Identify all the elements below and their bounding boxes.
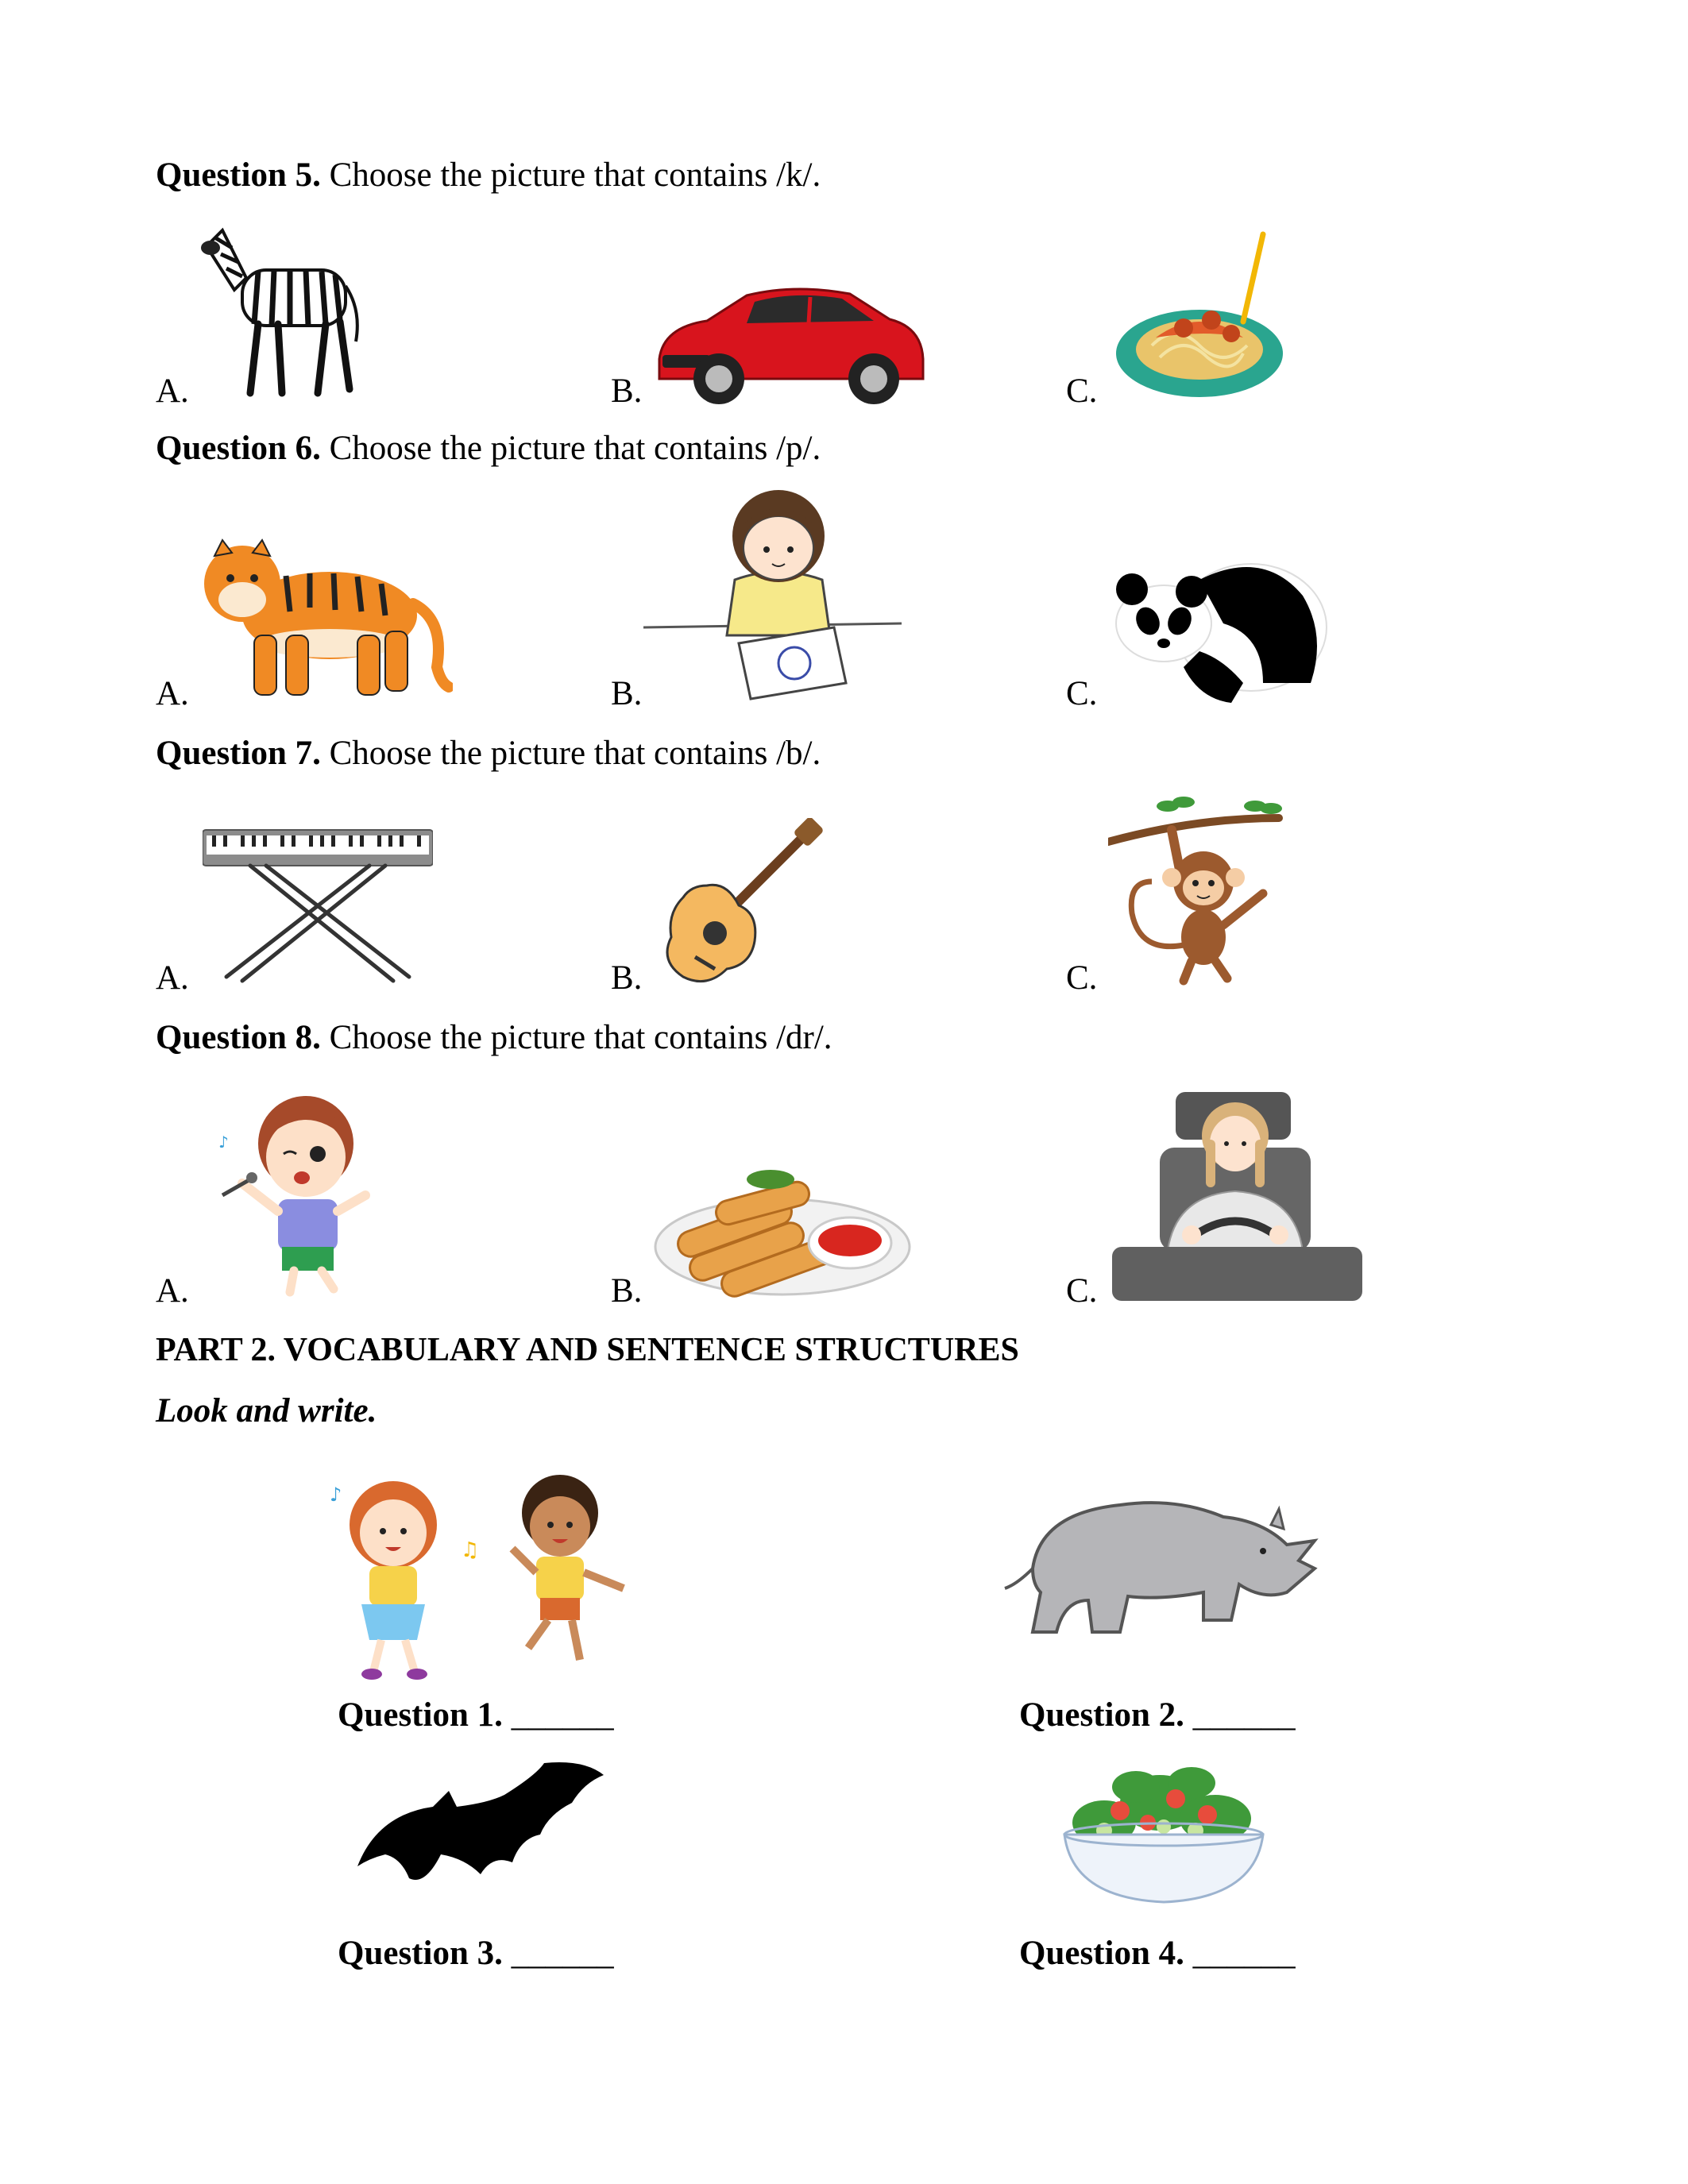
question-5 bbox=[156, 156, 821, 195]
girl-drawing-picture[interactable] bbox=[643, 484, 902, 707]
bat-picture[interactable] bbox=[353, 1759, 608, 1890]
look-write-question-3 bbox=[338, 1934, 614, 1973]
guitar-picture[interactable] bbox=[651, 818, 826, 989]
look-write-question-1 bbox=[338, 1696, 614, 1734]
question-number: Question 8. bbox=[156, 1019, 321, 1056]
option-letter: C. bbox=[1066, 675, 1098, 712]
option-letter: B. bbox=[611, 959, 643, 997]
boy-singing-picture[interactable] bbox=[203, 1084, 373, 1298]
spring-rolls-picture[interactable] bbox=[651, 1144, 914, 1302]
answer-blank[interactable]: ______ bbox=[511, 1696, 614, 1734]
option-letter: B. bbox=[611, 675, 643, 712]
monkey-picture[interactable] bbox=[1108, 794, 1291, 989]
question-7 bbox=[156, 734, 821, 773]
look-write-question-2 bbox=[1019, 1696, 1296, 1734]
panda-picture[interactable] bbox=[1104, 548, 1335, 707]
option-letter: A. bbox=[156, 959, 189, 997]
question-label: Question 3. bbox=[338, 1935, 503, 1972]
option-letter: A. bbox=[156, 1272, 189, 1310]
question-prompt: Choose the picture that contains /k/. bbox=[329, 156, 821, 194]
zebra-picture[interactable] bbox=[199, 214, 389, 405]
look-write-question-4 bbox=[1019, 1934, 1296, 1973]
question-prompt: Choose the picture that contains /b/. bbox=[329, 735, 821, 772]
salad-bowl-picture[interactable] bbox=[1056, 1755, 1271, 1906]
tiger-picture[interactable] bbox=[199, 524, 453, 707]
option-letter: C. bbox=[1066, 959, 1098, 997]
option-letter: C. bbox=[1066, 1272, 1098, 1310]
option-letter: B. bbox=[611, 1272, 643, 1310]
part-2-title: PART 2. VOCABULARY AND SENTENCE STRUCTURES bbox=[156, 1332, 1019, 1368]
option-letter: A. bbox=[156, 372, 189, 410]
answer-blank[interactable]: ______ bbox=[1192, 1935, 1296, 1972]
question-number: Question 5. bbox=[156, 156, 321, 194]
question-6 bbox=[156, 429, 821, 468]
red-car-picture[interactable] bbox=[651, 280, 929, 407]
svg-text:♫: ♫ bbox=[461, 1538, 480, 1562]
option-letter: B. bbox=[611, 372, 643, 410]
question-prompt: Choose the picture that contains /p/. bbox=[329, 430, 821, 467]
spaghetti-picture[interactable] bbox=[1112, 226, 1291, 405]
question-label: Question 4. bbox=[1019, 1935, 1184, 1972]
question-prompt: Choose the picture that contains /dr/. bbox=[329, 1019, 832, 1056]
option-letter: A. bbox=[156, 675, 189, 712]
option-letter: C. bbox=[1066, 372, 1098, 410]
question-label: Question 1. bbox=[338, 1696, 503, 1734]
question-8 bbox=[156, 1018, 832, 1057]
instruction: Look and write. bbox=[156, 1392, 377, 1430]
children-dancing-picture[interactable] bbox=[326, 1469, 639, 1684]
svg-text:♪: ♪ bbox=[218, 1133, 229, 1152]
woman-driving-picture[interactable] bbox=[1112, 1092, 1362, 1302]
answer-blank[interactable]: ______ bbox=[1192, 1696, 1296, 1734]
question-number: Question 6. bbox=[156, 430, 321, 467]
svg-text:♪: ♪ bbox=[330, 1484, 342, 1506]
answer-blank[interactable]: ______ bbox=[511, 1935, 614, 1972]
keyboard-piano-picture[interactable] bbox=[203, 826, 433, 985]
rhino-picture[interactable] bbox=[1001, 1481, 1327, 1648]
question-label: Question 2. bbox=[1019, 1696, 1184, 1734]
question-number: Question 7. bbox=[156, 735, 321, 772]
